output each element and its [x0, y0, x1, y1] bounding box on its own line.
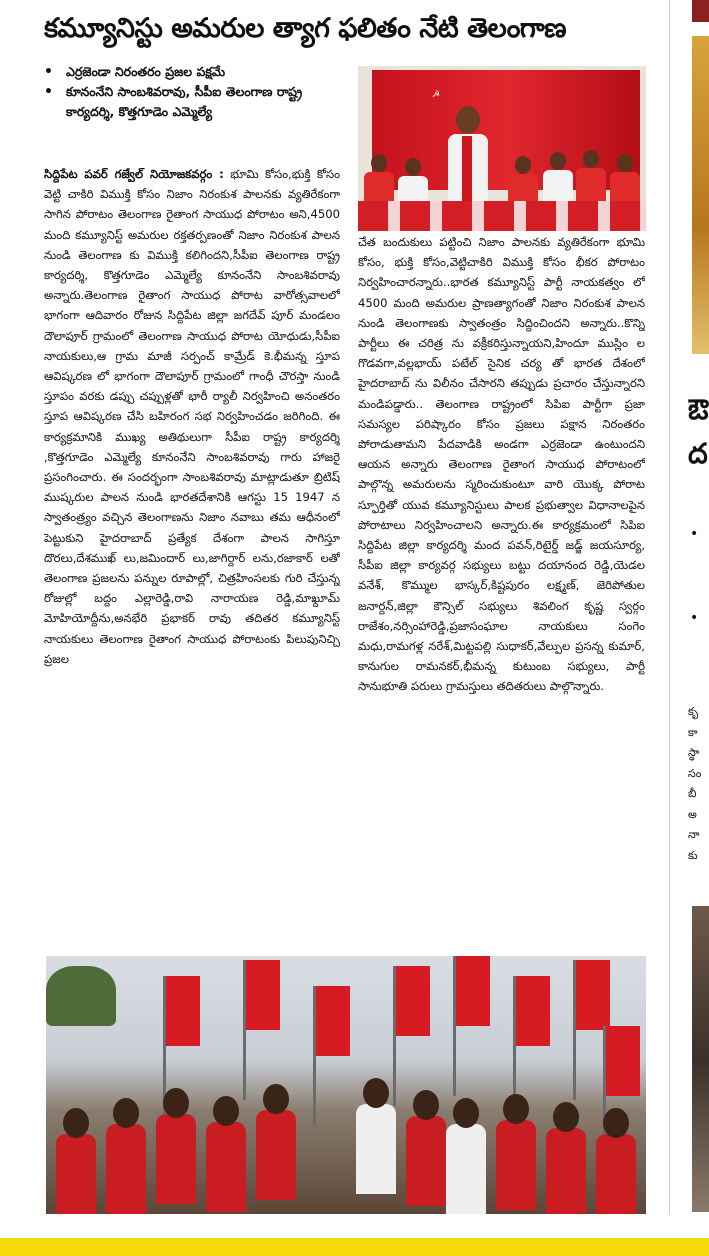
column-2-text: చేత బందుకులు పట్టించి నిజాం పాలనకు వ్యతిరేకంగా భూమి కోసం, భుక్తి కోసం,వెట్టిచాకిరి విముక్తి కోసం భీకర పోరాటం నిర్వహించారన్నారు..భారత కమ్యూనిస్ట్ పార్టీ నాయకత్వం లో 4500 మంది అమరుల ప్రాణత్యాగంతో నిజాం నిరంకుశ పాలన నుండి తెలంగాణకు స్వాతంత్రం సిద్దించిందని అన్నారు..కొన్ని పార్టీలు ఈ చరిత్ర ను వక్రీకరిస్తున్నాయని,హిందూ ముస్లిం ల గొడవగా,వల్లభాయ్ పటేల్ సైనిక చర్య తో భారత దేశంలో హైదరాబాద్ ను విలీనం చేసారని తప్పుడు ప్రచారం చేస్తున్నారని మండిపడ్డారు.. తెలంగాణ రాష్ట్రంలో సిపిఐ పార్టీగా ప్రజా సమస్యల పరిష్కారం కోసం ప్రజలు పక్షాన నిరంతరం పోరాడుతామని పేదవాడికి అండగా ఎర్రజెండా ఉంటుందని ఆయన అన్నారు తెలంగాణ రైతాంగ సాయుధ పోరాటంలో పాల్గొన్న అమరులను స్మరించుకుంటూ వారి యొక్క పోరాట స్ఫూర్తితో యువ కమ్యూనిస్టులు పాలక ప్రభుత్వాల విధానాలపైన పోరాటాలు నిర్వహించాలని అన్నారు.ఈ కార్యక్రమంలో సిపిఐ సిద్దిపేట జిల్లా కార్యదర్శి మంద పవన్,రిటైర్డ్ జడ్జ్ జయసూర్య, సీపీఐ జిల్లా కార్యవర్గ సభ్యులు బట్టు దయానంద రెడ్డి,యెడల వనేశ్, కొమ్ముల భాస్కర్,కిష్టపురం లక్ష్మణ్, జెరిపోతుల జనార్దన్,జిల్లా కౌన్సిల్ సభ్యులు శివలింగ కృష్ణ స్వర్గం రాజేశం,నర్సింహారెడ్డి,ప్రజాసంఘాల నాయకులు సంగెం మధు,రామగళ్ల నరేశ్,మిట్టపల్లి సుధాకర్,వేల్పుల ప్రసన్న కుమార్, కానుగుల రామనకర్,భీమన్న కుటుంబ సభ్యులు, పార్టీ సానుభూతి పరులు గ్రామస్తులు తదితరులు పాల్గొన్నారు.	[358, 235, 645, 694]
bullet-item	[44, 62, 354, 82]
table-cloth	[358, 201, 646, 231]
article-bullets	[44, 62, 354, 122]
rally-photo	[46, 956, 646, 1214]
bullet-icon: •	[44, 84, 53, 100]
red-flag	[246, 960, 280, 1030]
tree	[46, 966, 116, 1026]
bullet-text: ఎర్రజెండా నిరంతరం ప్రజల పక్షమే	[66, 64, 226, 79]
article-column-2	[358, 232, 645, 952]
red-flag	[456, 956, 490, 1026]
page-footer-bar	[0, 1238, 709, 1256]
adjacent-bullet-icon: •	[690, 610, 699, 626]
crowd	[46, 1064, 646, 1214]
red-flag	[316, 986, 350, 1056]
speaker-figure	[448, 106, 488, 216]
adjacent-photo	[692, 906, 709, 1212]
article-dateline: సిద్దిపేట పవర్ గజ్వేల్ నియోజకవర్గం :	[44, 167, 224, 181]
bullet-item	[44, 82, 354, 122]
speaker-photo	[358, 66, 646, 231]
banner-hammer-sickle-icon: ☭	[432, 90, 441, 100]
red-flag	[516, 976, 550, 1046]
adjacent-photo	[692, 36, 709, 354]
bullet-icon: •	[44, 64, 53, 80]
adjacent-text-fragment: కృ కా స్థా సం బీ అ నా కు	[688, 705, 702, 862]
adjacent-photo	[692, 0, 709, 22]
column-divider	[669, 0, 670, 1215]
column-1-text: భూమి కోసం,భుక్తి కోసం వెట్టి చాకిరి విముక్తి కోసం నిజాం నిరంకుశ పాలనకు వ్యతిరేకంగా సాగిన పోరాటం తెలంగాణ రైతాంగ సాయుధ పోరాటం అని,4500 మంది కమ్యూనిస్ట్ అమరుల రక్తతర్పణంతో నిజాం నిరంకుశ పాలన నుండి తెలంగాణ కు విముక్తి కలిగిందని,సీపీఐ తెలంగాణ రాష్ట్ర కార్యదర్శి, కొత్తగూడెం ఎమ్మెల్యే కూనంనేని సాంబశివరావు అన్నారు.తెలంగాణ రైతాంగ సాయుధ పోరాట వారోత్సవాలలో భాగంగా ఆదివారం రోజున సిద్దిపేట జిల్లా జగదేవ్ పూర్ మండలం దౌలాపూర్ గ్రామంలో తెలంగాణ సాయుధ పోరాట యోధుడు,సీపీఐ నాయకులు,ఆ గ్రామ మాజీ సర్పంచ్ కామ్రేడ్ కె.భీమన్న స్తూప ఆవిష్కరణ లో భాగంగా దౌలాపూర్ గ్రామంలో గాంధీ చౌరస్తా నుండి స్తూపం వరకు డప్పు చప్పుళ్లతో భారీ ర్యాలీ నిర్వహించి అనంతరం స్తూప ఆవిష్కరణ చేసి బహిరంగ సభ నిర్వహించడం జరిగింది. ఈ కార్యక్రమానికి ముఖ్య అతిథులుగా సీపీఐ రాష్ట్ర కార్యదర్శి ,కొత్తగూడెం ఎమ్మెల్యే కూనంనేని సాంబశివరావు గారు హాజరై ప్రసంగించారు. ఈ సందర్భంగా సాంబశివరావు మాట్లాడుతూ బ్రిటిష్ ముష్కరుల పాలన నుండి భారతదేశానికి ఆగస్టు 15 1947 న స్వాతంత్ర్యం వచ్చిన తెలంగాణను నిజాం నవాబు తమ ఆధీనంలో పెట్టుకుని హైదరాబాద్ ప్రత్యేక దేశంగా పాలన సాగిస్తూ దొరలు,దేశముఖ్ లు,జమిందార్ లు,జాగిర్దార్ లను,రజాకార్ లతో తెలంగాణ ప్రజలను పన్నుల రూపాల్లో, చిత్రహింసలకు గురి చేస్తున్న రోజుల్లో బద్దం ఎల్లారెడ్డి,రావి నారాయణ రెడ్డి,మాఖ్దూమ్ మోహియోద్దీను,అనభేరి ప్రభాకర్ రావు తదితర కమ్యూనిస్ట్ నాయకులు తెలంగాణ రైతాంగ సాయుధ పోరాటంకు పిలుపునిచ్చి ప్రజల	[44, 167, 340, 666]
red-flag	[576, 960, 610, 1030]
adjacent-bullet-icon: •	[690, 526, 699, 542]
red-flag	[396, 966, 430, 1036]
adjacent-headline-fragment: ఔ ద	[688, 393, 709, 470]
article-column-1	[44, 164, 340, 954]
red-flag	[166, 976, 200, 1046]
article-headline: కమ్యూనిస్టు అమరుల త్యాగ ఫలితం నేటి తెలంగాణ	[44, 13, 567, 44]
bullet-text: కూనంనేని సాంబశివరావు, సీపీఐ తెలంగాణ రాష్ట్ర కార్యదర్శి, కొత్తగూడెం ఎమ్మెల్యే	[66, 84, 303, 119]
